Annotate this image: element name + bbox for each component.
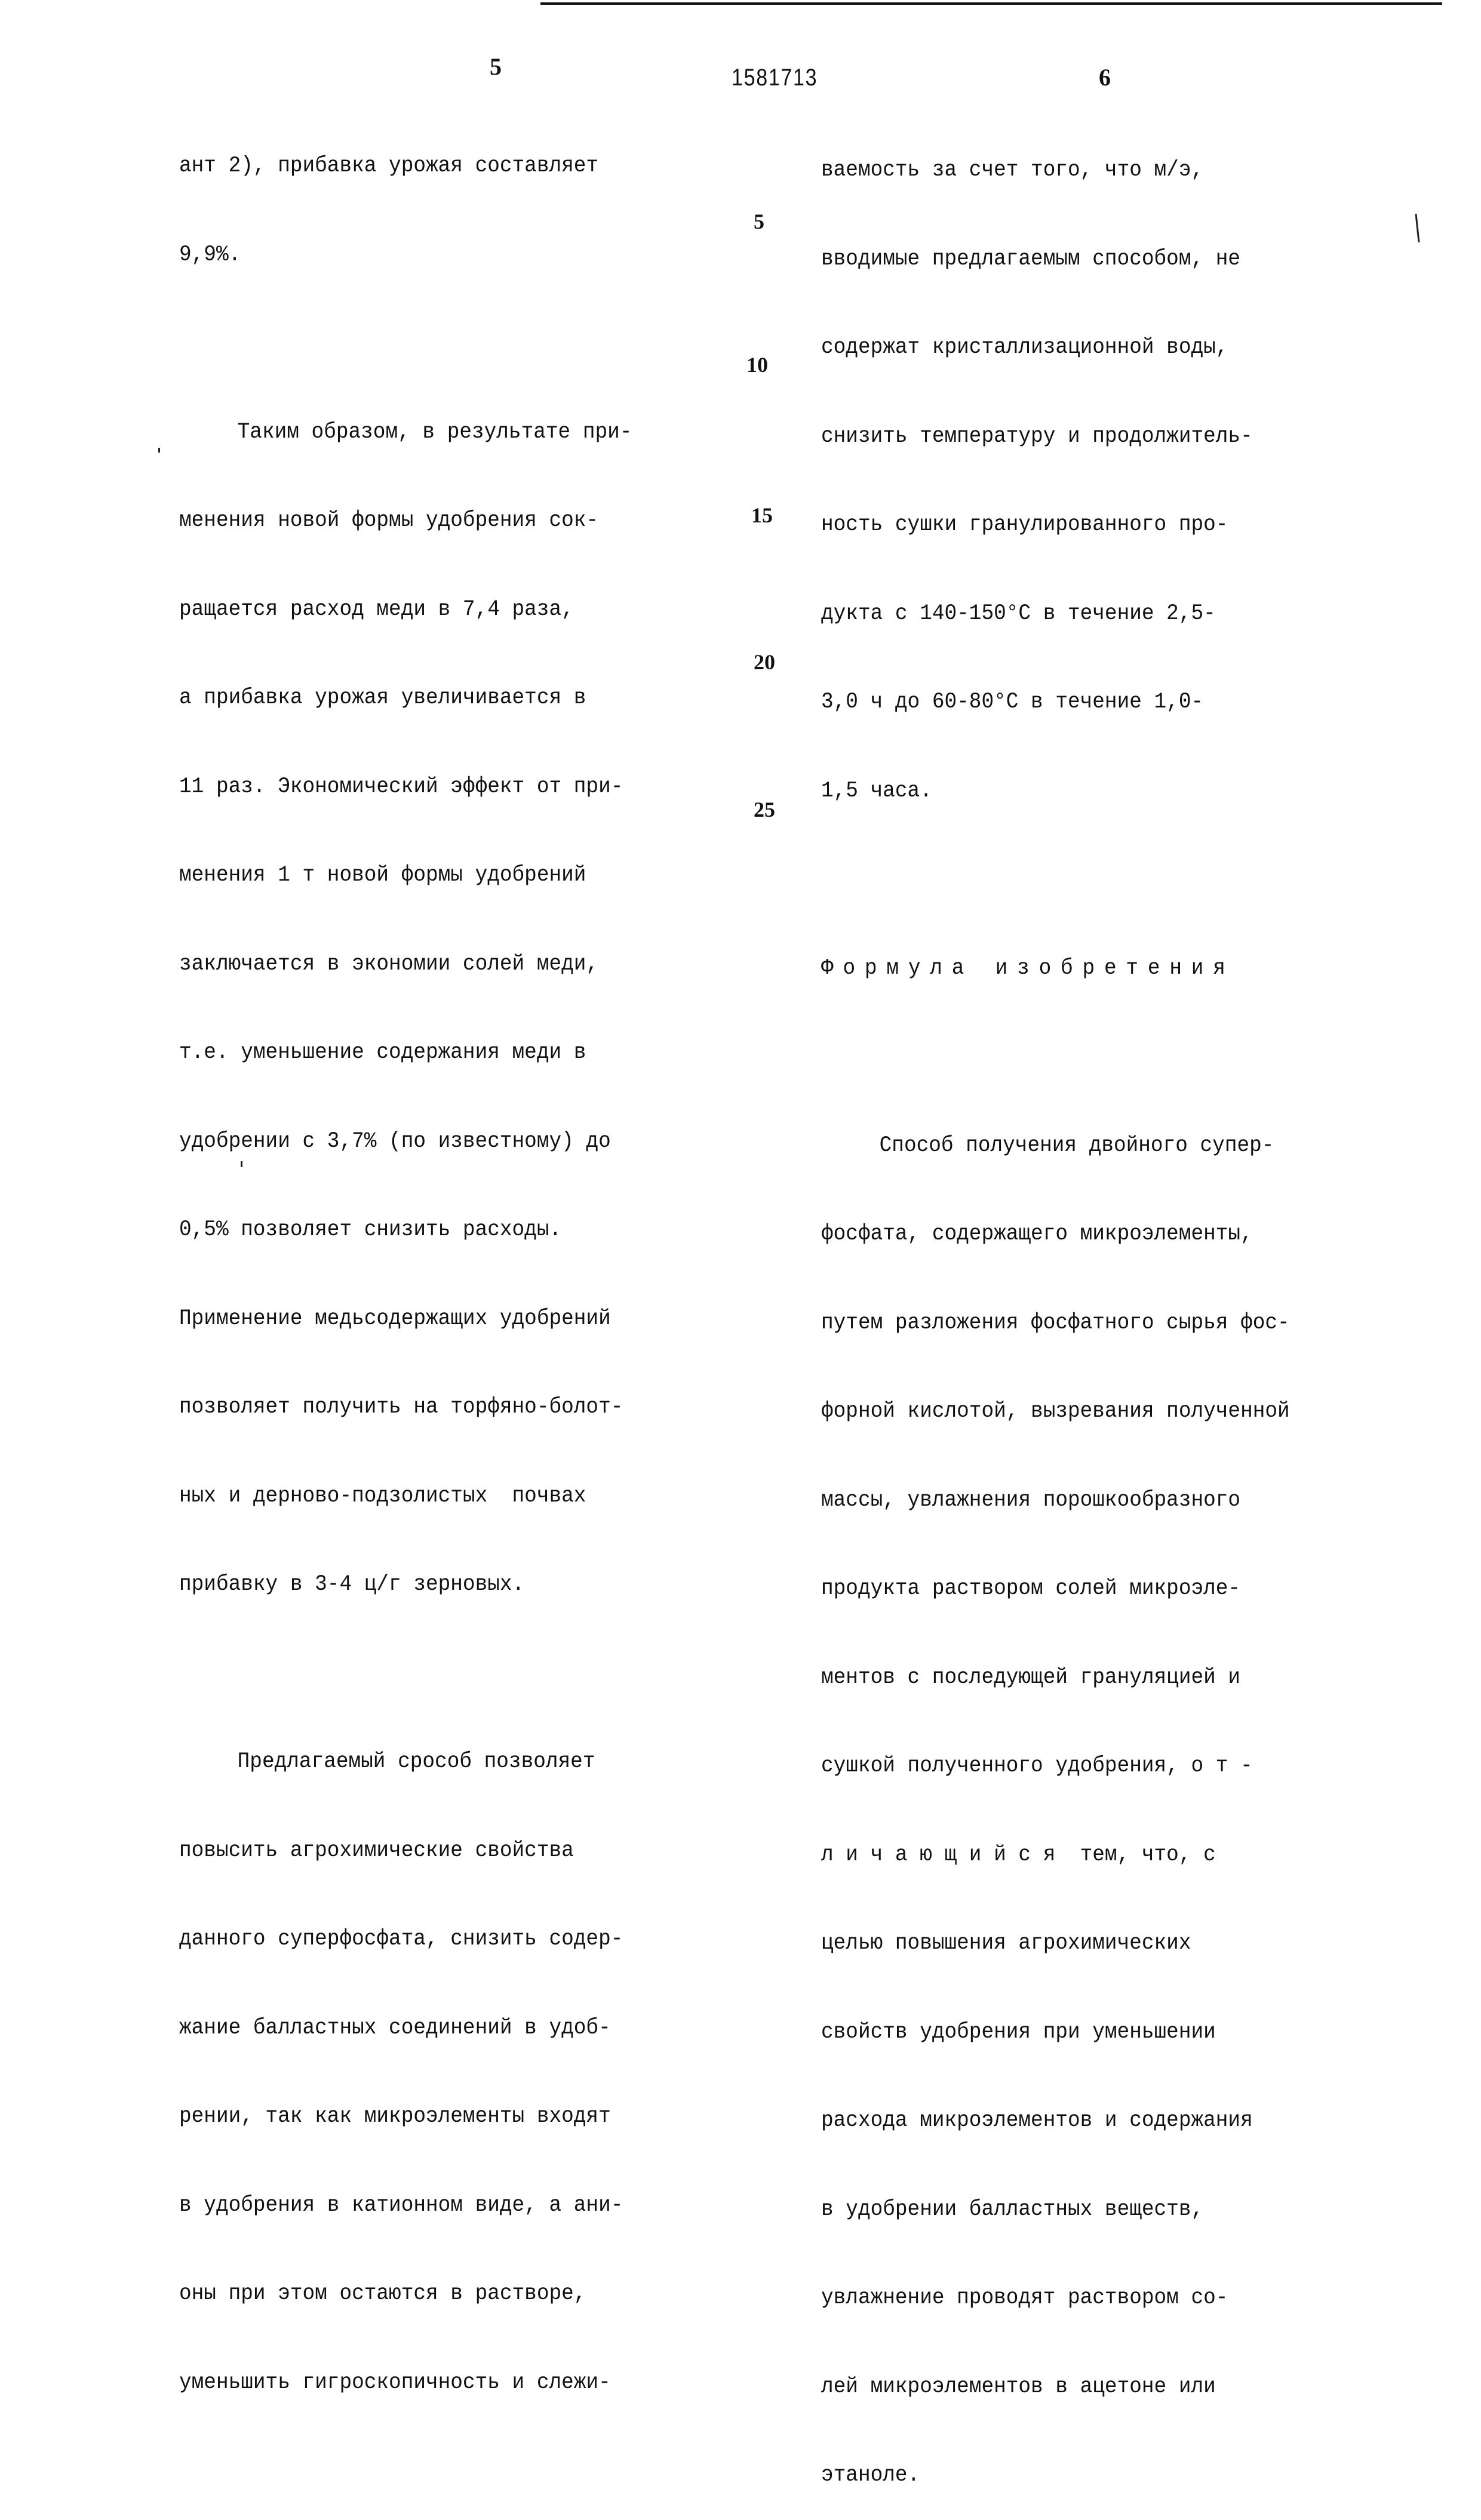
text-line: л и ч а ю щ и й с я тем, что, с xyxy=(821,1841,1290,1870)
text-line: ментов с последующей грануляцией и xyxy=(821,1663,1290,1693)
text-line: сушкой полученного удобрения, о т - xyxy=(821,1752,1290,1781)
text-line: Таким образом, в результате при- xyxy=(179,418,632,448)
text-line: фосфата, содержащего микроэлементы, xyxy=(821,1220,1290,1250)
text-line: этаноле. xyxy=(821,2461,1290,2491)
page-number-left: 5 xyxy=(490,53,502,81)
left-column xyxy=(179,93,632,2427)
text-line: содержат кристаллизационной воды, xyxy=(821,333,1290,363)
text-line: вводимые предлагаемым способом, не xyxy=(821,245,1290,275)
text-line: в удобрения в катионном виде, а ани- xyxy=(179,2191,632,2221)
text-line: 3,0 ч до 60-80°C в течение 1,0- xyxy=(821,688,1290,718)
text-line: менения новой формы удобрения сок- xyxy=(179,506,632,536)
text-line: продукта раствором солей микроэле- xyxy=(821,1574,1290,1604)
text-line: данного суперфосфата, снизить содер- xyxy=(179,1925,632,1955)
line-number-10: 10 xyxy=(746,352,768,377)
text-line: удобрении с 3,7% (по известному) до xyxy=(179,1127,632,1157)
text-line: 11 раз. Экономический эффект от при- xyxy=(179,773,632,802)
text-line: позволяет получить на торфяно-болот- xyxy=(179,1393,632,1423)
line-number-20: 20 xyxy=(754,650,775,675)
text-line: Применение медьсодержащих удобрений xyxy=(179,1304,632,1334)
text-line: заключается в экономии солей меди, xyxy=(179,950,632,980)
text-line: рении, так как микроэлементы входят xyxy=(179,2102,632,2132)
line-number-25: 25 xyxy=(754,797,775,822)
text-line: дукта с 140-150°C в течение 2,5- xyxy=(821,599,1290,629)
text-line: 9,9%. xyxy=(179,241,632,270)
text-line: Способ получения двойного супер- xyxy=(821,1131,1290,1161)
text-line: ность сушки гранулированного про- xyxy=(821,510,1290,540)
text-line: расхода микроэлементов и содержания xyxy=(821,2106,1290,2136)
document-number: 1581713 xyxy=(732,64,818,91)
text-line: путем разложения фосфатного сырья фос- xyxy=(821,1309,1290,1339)
text-line: оны при этом остаются в растворе, xyxy=(179,2279,632,2309)
text-line: целью повышения агрохимических xyxy=(821,1929,1290,1959)
scan-artifact-dot xyxy=(158,448,160,453)
right-column xyxy=(821,97,1290,2520)
text-line: а прибавка урожая увеличивается в xyxy=(179,684,632,713)
line-number-15: 15 xyxy=(751,503,773,528)
text-line: ваемость за счет того, что м/э, xyxy=(821,156,1290,186)
text-line: ращается расход меди в 7,4 раза, xyxy=(179,595,632,625)
text-line: в удобрении балластных веществ, xyxy=(821,2195,1290,2225)
line-number-5: 5 xyxy=(754,209,764,234)
scan-artifact-dot xyxy=(241,1161,242,1167)
text-line: массы, увлажнения порошкообразного xyxy=(821,1486,1290,1516)
text-line: ант 2), прибавка урожая составляет xyxy=(179,152,632,181)
text-line: т.е. уменьшение содержания меди в xyxy=(179,1038,632,1068)
text-line: форной кислотой, вызревания полученной xyxy=(821,1397,1290,1427)
scan-artifact-mark xyxy=(1415,214,1419,242)
text-line: повысить агрохимические свойства xyxy=(179,1836,632,1866)
text-line: свойств удобрения при уменьшении xyxy=(821,2018,1290,2048)
scan-top-border xyxy=(540,2,1442,5)
text-line: 1,5 часа. xyxy=(821,777,1290,807)
text-line: прибавку в 3-4 ц/г зерновых. xyxy=(179,1570,632,1600)
text-line: снизить температуру и продолжитель- xyxy=(821,422,1290,452)
text-line: лей микроэлементов в ацетоне или xyxy=(821,2373,1290,2402)
text-line: Предлагаемый срособ позволяет xyxy=(179,1747,632,1777)
text-line: 0,5% позволяет снизить расходы. xyxy=(179,1216,632,1245)
text-line: ных и дерново-подзолистых почвах xyxy=(179,1482,632,1512)
text-line: жание балластных соединений в удоб- xyxy=(179,2014,632,2044)
page-number-right: 6 xyxy=(1099,63,1111,91)
text-line: менения 1 т новой формы удобрений xyxy=(179,861,632,891)
text-line: увлажнение проводят раствором со- xyxy=(821,2284,1290,2313)
section-heading: Формула изобретения xyxy=(821,954,1290,984)
text-line: уменьшить гигроскопичность и слежи- xyxy=(179,2368,632,2398)
